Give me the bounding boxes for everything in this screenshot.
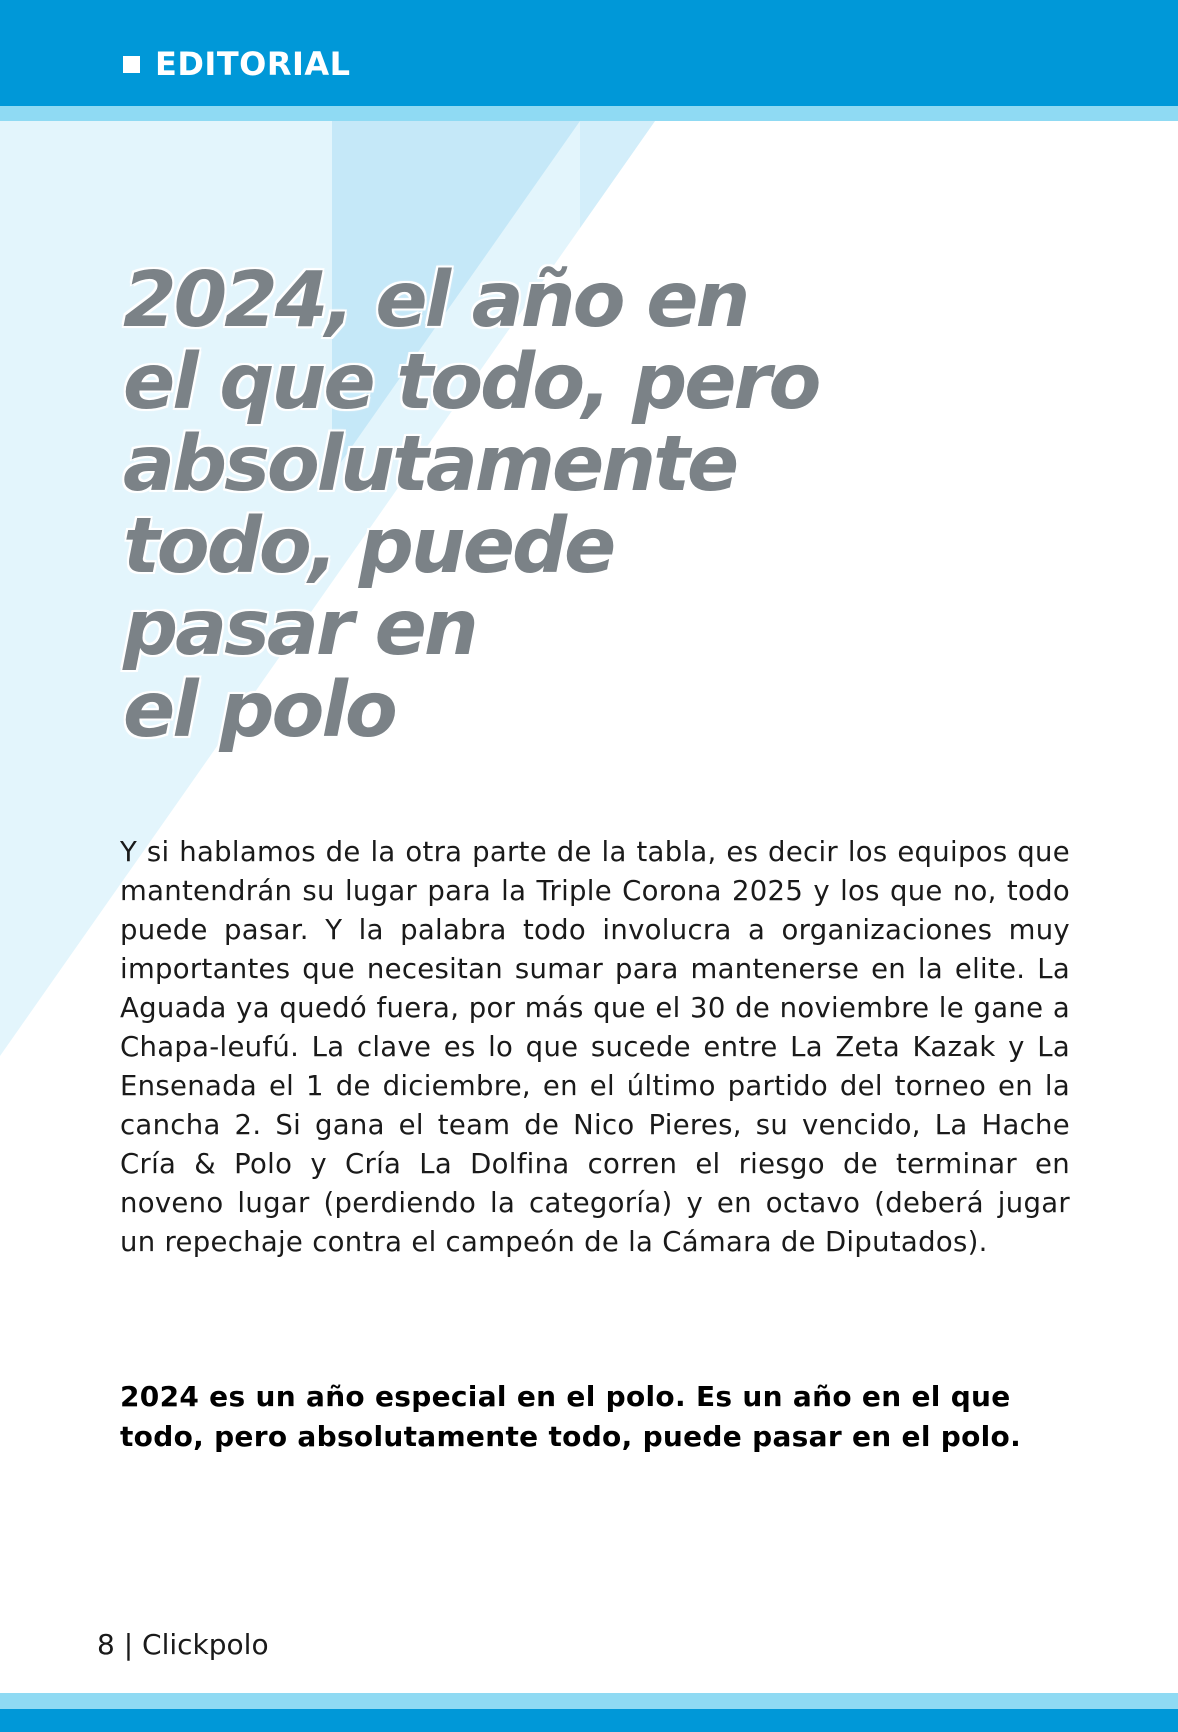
section-label: [123, 44, 351, 84]
footer-bar: [0, 1709, 1178, 1732]
header-accent-stripe: [0, 106, 1178, 121]
closing-statement: 2024 es un año especial en el polo. Es un año en el que todo, pero absolutamente todo, puede pasar en el polo.: [120, 1380, 1022, 1453]
body-paragraph: Y si hablamos de la otra parte de la tabla, es decir los equipos que mantendrán su lugar para la Triple Corona 2025 y los que no, todo puede pasar. Y la palabra todo involucra a organizaciones muy importantes que necesitan sumar para mantenerse en la elite. La Aguada ya quedó fuera, por más que el 30 de noviembre le gane a Chapa-leufú. La clave es lo que sucede entre La Zeta Kazak y La Ensenada el 1 de diciembre, en el último partido del torneo en la cancha 2. Si gana el team de Nico Pieres, su vencido, La Hache Cría & Polo y Cría La Dolfina corren el riesgo de terminar en noveno lugar (perdiendo la categoría) y en octavo (deberá jugar un repechaje contra el campeón de la Cámara de Diputados).: [120, 836, 1070, 1258]
square-bullet-icon: [123, 56, 140, 73]
headline-line: pasar en: [123, 584, 476, 673]
headline: [123, 256, 883, 755]
page-footer: 8 | Clickpolo: [97, 1628, 269, 1661]
headline-line: el que todo, pero: [123, 338, 819, 427]
headline-line: todo, puede: [123, 502, 614, 591]
footer-accent-stripe: [0, 1693, 1178, 1709]
section-label-text: EDITORIAL: [155, 45, 351, 83]
headline-line: 2024, el año en: [123, 256, 748, 345]
headline-line: el polo: [123, 666, 395, 755]
headline-line: absolutamente: [123, 420, 737, 509]
